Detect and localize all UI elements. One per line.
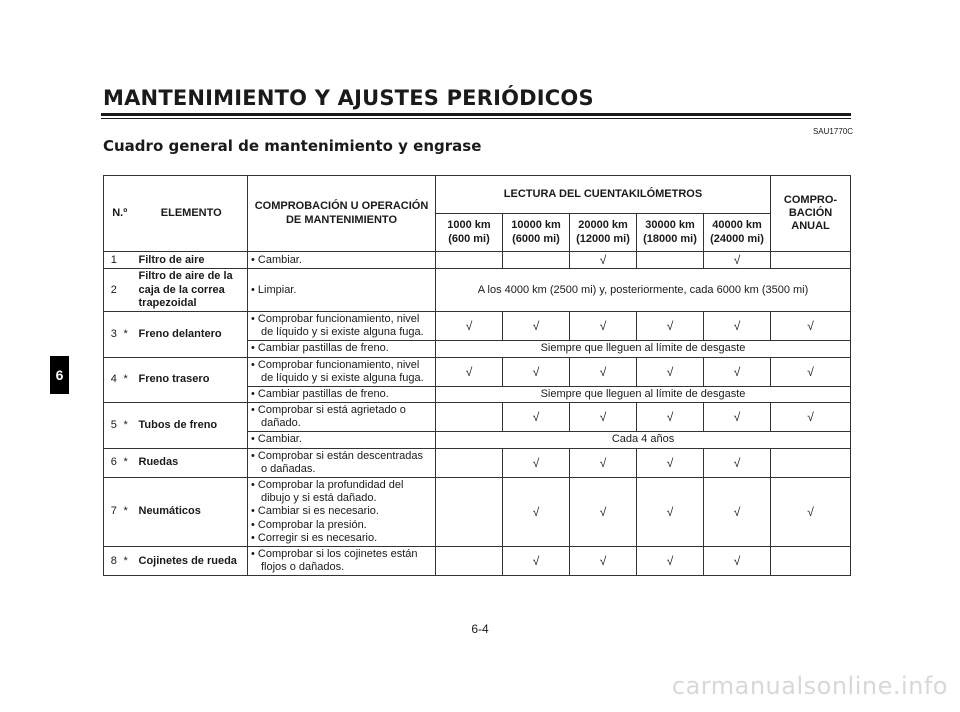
interval-note: Cada 4 años [436,432,851,448]
header-annual: COMPRO-BACIÓN ANUAL [771,176,851,252]
row-star: * [124,311,136,357]
check-mark: √ [637,448,704,477]
check-mark: √ [637,478,704,547]
check-mark: √ [503,448,570,477]
odometer-km: 40000 km [712,219,762,232]
row-operation [248,432,436,448]
check-mark: √ [637,546,704,575]
row-star: * [124,403,136,449]
row-star [124,252,136,269]
check-mark: √ [704,546,771,575]
table-row [104,357,851,386]
empty-cell [436,403,503,432]
check-mark: √ [503,403,570,432]
row-number: 4 [104,357,124,403]
check-mark: √ [637,403,704,432]
operation-line: • Comprobar si está agrietado o dañado. [251,404,406,430]
page-title: MANTENIMIENTO Y AJUSTES PERIÓDICOS [103,86,594,110]
row-star: * [124,478,136,547]
check-mark: √ [570,478,637,547]
operation-line: • Cambiar pastillas de freno. [251,342,389,355]
check-mark: √ [570,357,637,386]
header-odometer-col [436,214,503,252]
empty-cell [436,448,503,477]
operation-line: • Cambiar si es necesario. [251,505,379,518]
empty-cell [503,252,570,269]
odometer-mi: (6000 mi) [512,232,560,245]
table-row [104,252,851,269]
check-mark: √ [704,448,771,477]
row-number: 3 [104,311,124,357]
row-number: 7 [104,478,124,547]
row-operation [248,311,436,340]
odometer-km: 20000 km [578,219,628,232]
header-odometer: LECTURA DEL CUENTAKILÓMETROS [436,176,771,214]
row-element: Filtro de aire [136,252,248,269]
reference-code: SAU1770C [812,127,853,136]
header-odometer-col [503,214,570,252]
header-operation: COMPROBACIÓN U OPERACIÓN DE MANTENIMIENTO [248,176,436,252]
check-mark: √ [436,311,503,340]
check-mark: √ [637,357,704,386]
operation-line: • Corregir si es necesario. [251,531,378,544]
row-operation [248,448,436,477]
check-mark: √ [503,311,570,340]
odometer-km: 30000 km [645,219,695,232]
operation-line: • Comprobar la presión. [251,518,367,531]
maintenance-table [103,175,851,576]
empty-cell [436,478,503,547]
row-operation [248,269,436,312]
check-mark: √ [771,478,851,547]
check-mark: √ [570,311,637,340]
operation-line: • Cambiar. [251,253,302,266]
row-element: Ruedas [136,448,248,477]
check-mark: √ [570,403,637,432]
empty-cell [436,252,503,269]
chapter-tab: 6 [50,356,69,394]
table-row [104,448,851,477]
empty-cell [771,546,851,575]
odometer-mi: (18000 mi) [643,232,697,245]
row-number: 8 [104,546,124,575]
row-element: Freno delantero [136,311,248,357]
operation-line: • Comprobar funcionamiento, nivel de líquido y si existe alguna fuga. [251,312,424,339]
operation-line: • Comprobar la profundidad del dibujo y si está dañado. [251,479,404,505]
header-num: N.º [104,176,136,252]
row-element: Neumáticos [136,478,248,547]
row-operation [248,403,436,432]
interval-note: Siempre que lleguen al límite de desgaste [436,386,851,402]
check-mark: √ [503,478,570,547]
header-odometer-col [637,214,704,252]
row-element: Freno trasero [136,357,248,403]
check-mark: √ [637,311,704,340]
row-operation [248,252,436,269]
title-underline [101,113,851,116]
check-mark: √ [570,448,637,477]
row-element: Filtro de aire de la caja de la correa trapezoidal [136,269,248,312]
empty-cell [637,252,704,269]
table-row [104,269,851,312]
empty-cell [771,448,851,477]
check-mark: √ [436,357,503,386]
odometer-km: 10000 km [511,219,561,232]
row-operation [248,546,436,575]
row-number: 5 [104,403,124,449]
check-mark: √ [771,311,851,340]
row-operation [248,357,436,386]
page-number: 6-4 [471,622,489,636]
odometer-mi: (600 mi) [448,232,490,245]
check-mark: √ [570,546,637,575]
check-mark: √ [771,357,851,386]
row-star: * [124,357,136,403]
header-element: ELEMENTO [136,176,248,252]
operation-line: • Comprobar si están descentradas o dañadas. [251,449,423,475]
row-star [124,269,136,312]
row-number: 1 [104,252,124,269]
row-star: * [124,448,136,477]
row-operation [248,386,436,402]
operation-line: • Comprobar si los cojinetes están flojos o dañados. [251,547,418,574]
check-mark: √ [503,546,570,575]
operation-line: • Limpiar. [251,283,297,296]
interval-note: A los 4000 km (2500 mi) y, posteriormente, cada 6000 km (3500 mi) [436,269,851,312]
row-element: Cojinetes de rueda [136,546,248,575]
odometer-mi: (12000 mi) [576,232,630,245]
table-row [104,546,851,575]
row-operation [248,341,436,357]
row-star: * [124,546,136,575]
check-mark: √ [704,357,771,386]
row-number: 6 [104,448,124,477]
check-mark: √ [704,403,771,432]
check-mark: √ [570,252,637,269]
section-title: Cuadro general de mantenimiento y engrase [103,137,482,155]
row-element: Tubos de freno [136,403,248,449]
row-operation [248,478,436,547]
odometer-km: 1000 km [447,219,491,232]
table-row [104,403,851,432]
check-mark: √ [503,357,570,386]
operation-line: • Comprobar funcionamiento, nivel de líquido y si existe alguna fuga. [251,358,424,384]
watermark: carmanualsonline.info [671,672,948,700]
check-mark: √ [704,478,771,547]
empty-cell [436,546,503,575]
check-mark: √ [704,252,771,269]
odometer-mi: (24000 mi) [710,232,764,245]
empty-cell [771,252,851,269]
table-row [104,311,851,340]
check-mark: √ [771,403,851,432]
header-odometer-col [570,214,637,252]
header-odometer-col [704,214,771,252]
row-number: 2 [104,269,124,312]
interval-note: Siempre que lleguen al límite de desgaste [436,341,851,357]
title-underline-thin [101,118,851,119]
operation-line: • Cambiar. [251,433,302,446]
table-row [104,478,851,547]
check-mark: √ [704,311,771,340]
operation-line: • Cambiar pastillas de freno. [251,387,389,400]
